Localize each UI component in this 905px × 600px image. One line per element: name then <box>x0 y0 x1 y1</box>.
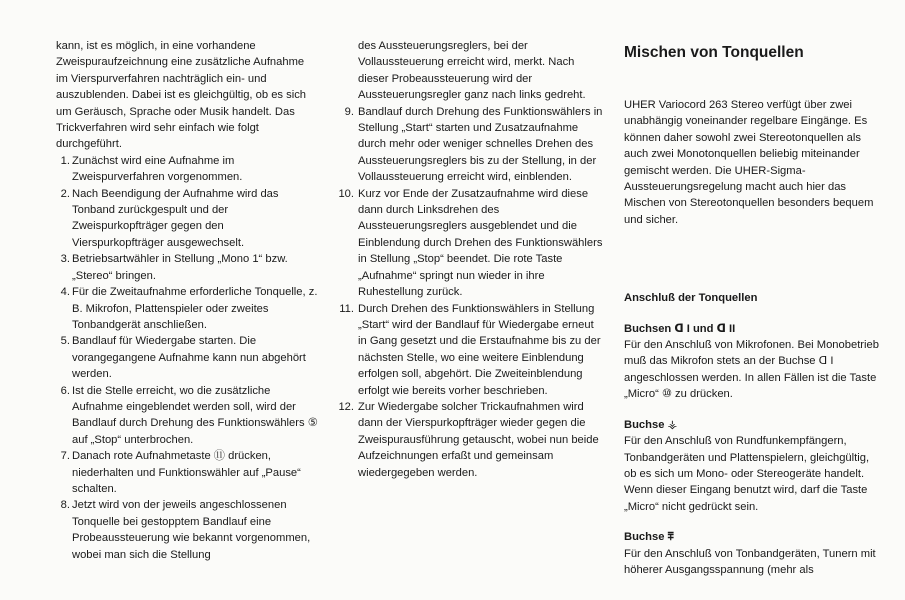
list-item <box>342 104 604 186</box>
section-title: Mischen von Tonquellen <box>624 44 804 61</box>
item-number: 5. <box>60 335 70 348</box>
list-item <box>338 186 604 301</box>
column-right <box>624 38 884 578</box>
subheading: Anschluß der Tonquellen <box>624 292 758 305</box>
item-text: Zur Wiedergabe solcher Trickaufnahmen wird dann der Vierspurkopfträger wieder gegen die Zweispurausführung getauscht, wobei nun beide Aufzeichnungen erfaßt und gemeinsam wiedergegeben werden. <box>358 400 599 479</box>
item-text: Bandlauf durch Drehung des Funktionswählers in Stellung „Start“ starten und Zusatzaufnahme durch mehr oder weniger schnelles Drehen des Aussteuerungsreglers bis zu der Stellung, in der Vollaussteuerung erreicht wird, einblenden. <box>358 105 603 184</box>
list-item <box>56 284 318 333</box>
item-text: Ist die Stelle erreicht, wo die zusätzliche Aufnahme eingeblendet werden soll, wird der Bandlauf durch Drehung des Funktionswählers ⑤ auf „Stop“ unterbrochen. <box>72 384 318 446</box>
item-number: 7. <box>60 450 70 463</box>
item-text: Durch Drehen des Funktionswählers in Stellung „Start“ wird der Bandlauf für Wiedergabe erneut in Gang gesetzt und die Erstaufnahme bis zu der nächsten Stelle, wo eine weitere Einblendung erfolgen soll, abgehört. Die Zweiteinblendung erfolgt wie bereits vorher beschrieben. <box>358 302 601 397</box>
list-item <box>56 333 318 382</box>
item-text: Betriebsartwähler in Stellung „Mono 1“ bzw. „Stereo“ bringen. <box>72 253 288 282</box>
connector-heading: Buchse ⩱ <box>624 531 675 544</box>
item-text: Bandlauf für Wiedergabe starten. Die vorangegangene Aufnahme kann nun abgehört werden. <box>72 335 306 381</box>
column-left <box>56 38 318 563</box>
connector-section-mic <box>624 321 884 403</box>
item-text: Für die Zweitaufnahme erforderliche Tonquelle, z. B. Mikrofon, Plattenspieler oder zweites Tonbandgerät anschließen. <box>72 286 318 331</box>
connector-text: Für den Anschluß von Tonbandgeräten, Tunern mit höherer Ausgangsspannung (mehr als <box>624 547 876 576</box>
list-item <box>56 251 318 284</box>
instruction-list <box>56 153 318 563</box>
item-text: des Aussteuerungsreglers, bei der Vollaussteuerung erreicht wird, merkt. Nach dieser Probeaussteuerung wird der Aussteuerungsregler ganz nach links gedreht. <box>358 40 586 102</box>
item-number: 8. <box>60 499 70 512</box>
item-text: Danach rote Aufnahmetaste ⑪ drücken, niederhalten und Funktionswähler auf „Pause“ schalten. <box>72 450 301 495</box>
list-item <box>56 153 318 186</box>
connector-section-radio <box>624 417 884 515</box>
connector-text: Für den Anschluß von Mikrofonen. Bei Monobetrieb muß das Mikrofon stets an der Buchse ᗡ I angeschlossen werden. In allen Fällen ist die Taste „Micro“ ⑩ zu drücken. <box>624 339 879 401</box>
list-item <box>56 497 318 563</box>
item-number: 2. <box>60 187 70 200</box>
column-middle <box>338 38 604 481</box>
section-intro: UHER Variocord 263 Stereo verfügt über zwei unabhängig voneinander regelbare Eingänge. Es können daher sowohl zwei Stereotonquellen als auch zwei Monotonquellen beliebig miteinander gemischt werden. Die UHER-Sigma-Aussteuerungsregelung macht auch hier das Mischen von Stereotonquellen besonders bequem und sicher. <box>624 99 874 226</box>
list-item <box>56 448 318 497</box>
item-text: Nach Beendigung der Aufnahme wird das Tonband zurückgespult und der Zweispurkopfträger gegen den Vierspurkopfträger ausgewechselt. <box>72 187 279 249</box>
connector-text: Für den Anschluß von Rundfunkempfängern, Tonbandgeräten und Plattenspielern, gleichgültig, ob es sich um Mono- oder Stereogeräte handelt. Wenn dieser Eingang benutzt wird, darf die Taste „Micro“ nicht gedrückt sein. <box>624 435 870 513</box>
connector-heading: Buchsen ᗡ I und ᗡ II <box>624 322 736 335</box>
connector-section-tape <box>624 529 884 578</box>
list-item <box>56 186 318 252</box>
item-number: 4. <box>60 286 70 299</box>
item-number: 11. <box>339 302 354 315</box>
item-number: 1. <box>60 154 70 167</box>
list-item <box>339 301 604 399</box>
item-text: Kurz vor Ende der Zusatzaufnahme wird diese dann durch Linksdrehen des Aussteuerungsreglers ausgeblendet und die Einblendung durch Drehen des Funktionswählers in Stellung „Stop“ beendet. Die rote Taste „Aufnahme“ springt nun wieder in ihre Ruhestellung zurück. <box>358 187 603 299</box>
item-number: 3. <box>60 253 70 266</box>
list-item <box>56 383 318 449</box>
list-item <box>338 399 604 481</box>
item-text: Jetzt wird von der jeweils angeschlossenen Tonquelle bei gestopptem Bandlauf eine Probeaussteuerung wie bekannt vorgenommen, wobei man sich die Stellung <box>72 499 311 561</box>
item-text: Zunächst wird eine Aufnahme im Zweispurverfahren vorgenommen. <box>72 154 243 184</box>
item-number: 9. <box>344 105 354 118</box>
item-number: 12. <box>338 400 354 413</box>
item-number: 10. <box>338 187 354 200</box>
list-item-continuation <box>342 38 604 104</box>
item-number: 6. <box>60 384 70 397</box>
instruction-list-continued <box>338 38 604 481</box>
connector-heading: Buchse ⚶ <box>624 418 678 431</box>
intro-paragraph: kann, ist es möglich, in eine vorhandene Zweispuraufzeichnung eine zusätzliche Aufnahme im Vierspurverfahren nachträglich ein- und auszublenden. Dabei ist es gleichgültig, ob es sich um Geräusch, Sprache oder Musik handelt. Das Trickverfahren wird sehr einfach wie folgt durchgeführt. <box>56 40 307 151</box>
